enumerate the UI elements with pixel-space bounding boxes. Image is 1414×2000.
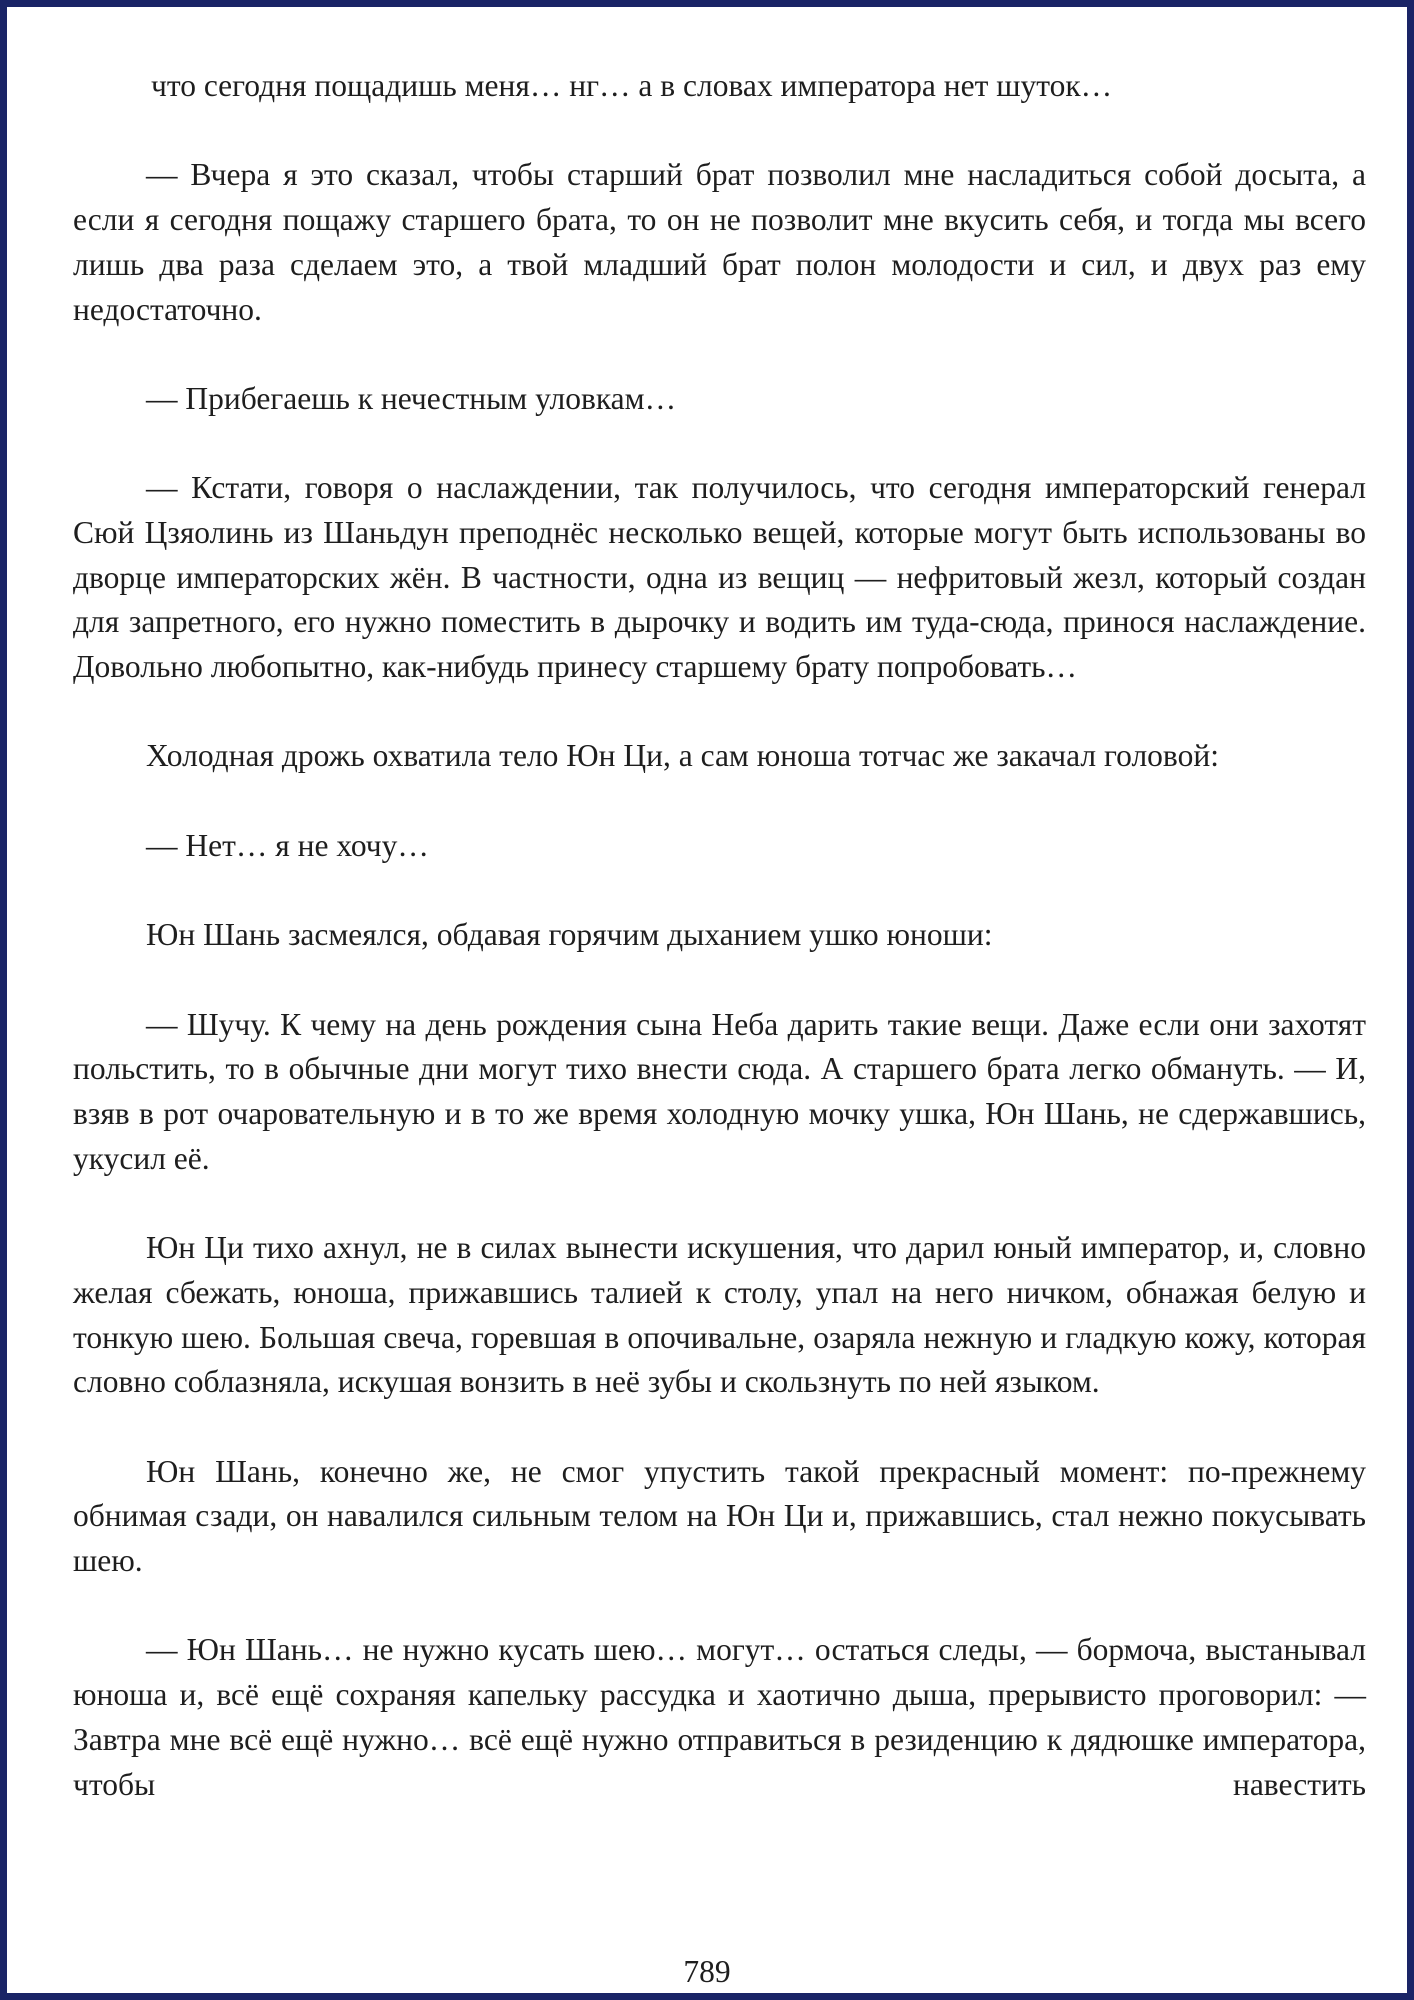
page-text [73, 64, 1366, 1807]
paragraph-6: — Нет… я не хочу… [146, 827, 429, 863]
paragraph-9: Юн Ци тихо ахнул, не в силах вынести искушения, что дарил юный император, и, словно желая сбежать, юноша, прижавшись талией к столу, упал на него ничком, обнажая белую и тонкую шею. Большая свеча, горевшая в опочивальне, озаряла нежную и гладкую кожу, которая словно соблазняла, искушая вонзить в неё зубы и скользнуть по ней языком. [73, 1230, 1366, 1400]
paragraph-4: — Кстати, говоря о наслаждении, так получилось, что сегодня императорский генерал Сюй Цзяолинь из Шаньдун преподнёс несколько вещей, которые могут быть использованы во дворце императорских жён. В частности, одна из вещиц — нефритовый жезл, который создан для запретного, его нужно поместить в дырочку и водить им туда-сюда, принося наслаждение. Довольно любопытно, как-нибудь принесу старшему брату попробовать… [73, 470, 1366, 685]
paragraph-11: — Юн Шань… не нужно кусать шею… могут… остаться следы, — бормоча, выстанывал юноша и, всё ещё сохраняя капельку рассудка и хаотично дыша, прерывисто проговорил: — Завтра мне всё ещё нужно… всё ещё нужно отправиться в резиденцию к дядюшке императора, чтобы навестить [73, 1632, 1366, 1802]
paragraph-5: Холодная дрожь охватила тело Юн Ци, а сам юноша тотчас же закачал головой: [146, 738, 1219, 774]
paragraph-8: — Шучу. К чему на день рождения сына Неба дарить такие вещи. Даже если они захотят польстить, то в обычные дни могут тихо внести сюда. А старшего брата легко обмануть. — И, взяв в рот очаровательную и в то же время холодную мочку ушка, Юн Шань, не сдержавшись, укусил её. [73, 1006, 1366, 1176]
paragraph-10: Юн Шань, конечно же, не смог упустить такой прекрасный момент: по-прежнему обнимая сзади, он навалился сильным телом на Юн Ци и, прижавшись, стал нежно покусывать шею. [73, 1453, 1366, 1579]
paragraph-1: что сегодня пощадишь меня… нг… а в словах императора нет шуток… [151, 68, 1113, 103]
paragraph-3: — Прибегаешь к нечестным уловкам… [146, 380, 677, 416]
page-number: 789 [683, 1954, 731, 1989]
paragraph-2: — Вчера я это сказал, чтобы старший брат позволил мне насладиться собой досыта, а если я сегодня пощажу старшего брата, то он не позволит мне вкусить себя, и тогда мы всего лишь два раза сделаем это, а твой младший брат полон молодости и сил, и двух раз ему недостаточно. [73, 157, 1366, 327]
paragraph-7: Юн Шань засмеялся, обдавая горячим дыханием ушко юноши: [146, 917, 993, 953]
